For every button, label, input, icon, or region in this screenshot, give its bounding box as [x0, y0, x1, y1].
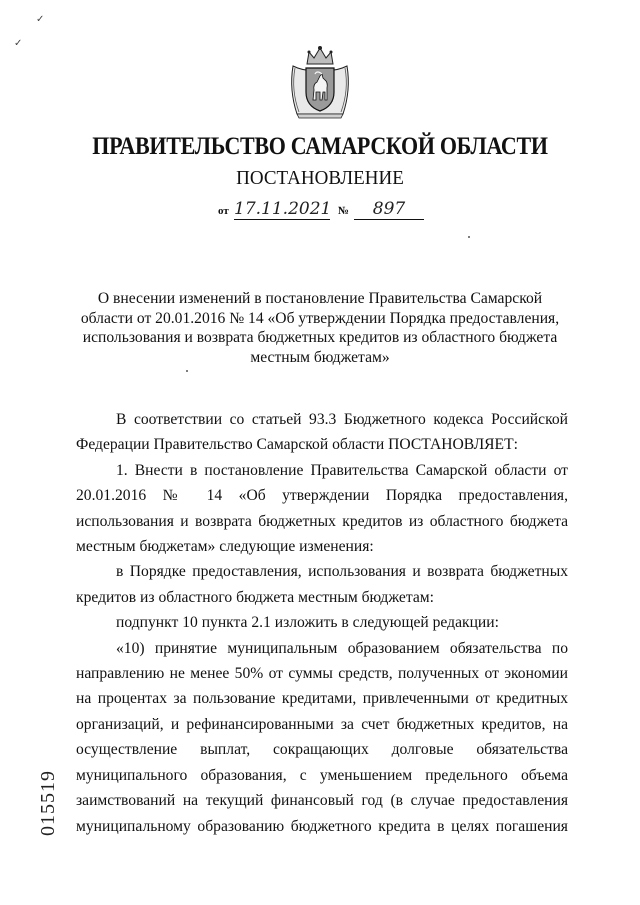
document-type: ПОСТАНОВЛЕНИЕ	[236, 167, 404, 190]
scan-mark: ✓	[14, 38, 23, 49]
scan-dot	[468, 236, 470, 238]
serial-number: 015519	[37, 770, 59, 836]
body-paragraph: В соответствии со статьей 93.3 Бюджетного кодекса Российской Федерации Правительство Самарской области ПОСТАНОВЛЯЕТ:	[76, 411, 568, 454]
coat-of-arms-emblem	[287, 44, 353, 120]
date-number-line	[218, 198, 438, 220]
document-body	[76, 407, 568, 839]
body-paragraph: подпункт 10 пункта 2.1 изложить в следующей редакции:	[116, 614, 499, 632]
organization-title: ПРАВИТЕЛЬСТВО САМАРСКОЙ ОБЛАСТИ	[92, 131, 548, 160]
scan-dot	[186, 370, 188, 372]
date-label: от	[218, 205, 229, 217]
body-paragraph: в Порядке предоставления, использования и возврата бюджетных кредитов из областного бюджета местным бюджетам:	[76, 563, 568, 606]
number-label: №	[338, 205, 350, 217]
body-paragraph: «10) принятие муниципальным образованием обязательства по направлению не менее 50% от суммы средств, полученных от экономии на процентах за пользование кредитами, привлеченными от кредитных организаций, и рефинансированными за счет бюджетных кредитов, на осуществление выплат, сокращающих долговые обязательства муниципального образования, с уменьшением предельного объема заимствований на текущий финансовый год (в случае предоставления муниципальному образованию бюджетного кредита в целях погашения	[76, 639, 568, 835]
scan-mark: ✓	[36, 14, 45, 25]
body-paragraph: 1. Внести в постановление Правительства Самарской области от 20.01.2016 № 14 «Об утверждении Порядка предоставления, использования и возврата бюджетных кредитов из областного бюджета местным бюджетам» следующие изменения:	[76, 461, 568, 556]
handwritten-number: 897	[354, 199, 424, 220]
document-subject: О внесении изменений в постановление Правительства Самарской области от 20.01.2016 № 14 «Об утверждении Порядка предоставления, использования и возврата бюджетных кредитов из областного бюджета местным бюджетам»	[80, 290, 560, 366]
handwritten-date: 17.11.2021	[234, 199, 332, 219]
